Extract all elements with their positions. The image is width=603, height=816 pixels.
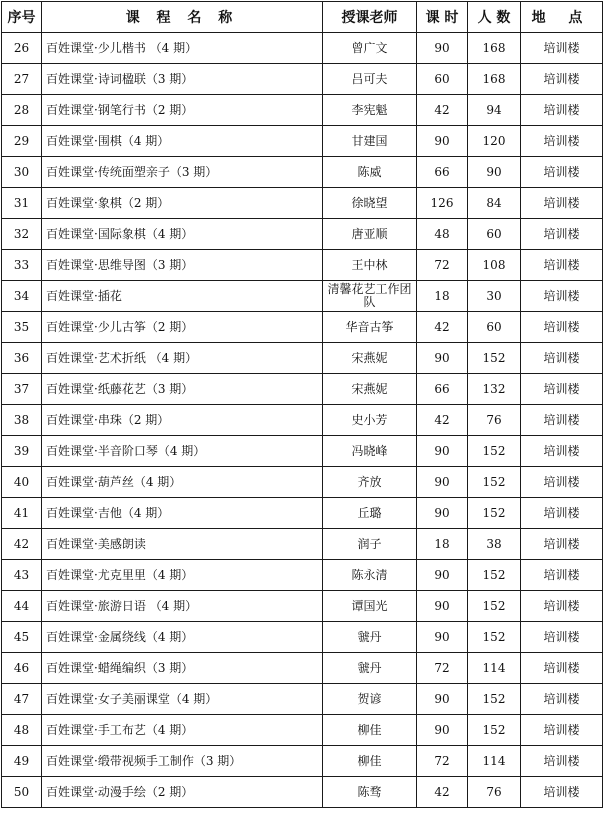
- cell-teacher: 贺谚: [323, 684, 417, 715]
- table-row: [2, 529, 603, 560]
- header-no: 序号: [2, 2, 42, 33]
- cell-place: 培训楼: [521, 591, 603, 622]
- cell-hours: 66: [417, 374, 468, 405]
- cell-course: 百姓课堂·纸藤花艺（3 期）: [42, 374, 323, 405]
- cell-course: 百姓课堂·缎带视频手工制作（3 期）: [42, 746, 323, 777]
- cell-count: 108: [468, 250, 521, 281]
- cell-count: 114: [468, 746, 521, 777]
- table-row: [2, 436, 603, 467]
- cell-hours: 42: [417, 405, 468, 436]
- cell-count: 120: [468, 126, 521, 157]
- table-row: [2, 560, 603, 591]
- cell-count: 152: [468, 715, 521, 746]
- cell-no: 35: [2, 312, 42, 343]
- cell-teacher: 吕可夫: [323, 64, 417, 95]
- cell-course: 百姓课堂·美感朗读: [42, 529, 323, 560]
- cell-place: 培训楼: [521, 405, 603, 436]
- cell-teacher: 润子: [323, 529, 417, 560]
- cell-teacher: 徐晓望: [323, 188, 417, 219]
- table-row: [2, 312, 603, 343]
- cell-hours: 90: [417, 684, 468, 715]
- cell-course: 百姓课堂·诗词楹联（3 期）: [42, 64, 323, 95]
- cell-place: 培训楼: [521, 281, 603, 312]
- cell-hours: 126: [417, 188, 468, 219]
- cell-no: 37: [2, 374, 42, 405]
- cell-no: 49: [2, 746, 42, 777]
- cell-hours: 90: [417, 591, 468, 622]
- cell-count: 114: [468, 653, 521, 684]
- cell-course: 百姓课堂·半音阶口琴（4 期）: [42, 436, 323, 467]
- cell-place: 培训楼: [521, 715, 603, 746]
- cell-no: 36: [2, 343, 42, 374]
- table-row: [2, 374, 603, 405]
- cell-course: 百姓课堂·女子美丽课堂（4 期）: [42, 684, 323, 715]
- table-row: [2, 405, 603, 436]
- cell-teacher: 谭国光: [323, 591, 417, 622]
- cell-teacher: 李宪魁: [323, 95, 417, 126]
- cell-teacher: 丘璐: [323, 498, 417, 529]
- cell-no: 47: [2, 684, 42, 715]
- cell-hours: 60: [417, 64, 468, 95]
- cell-teacher: 华音古筝: [323, 312, 417, 343]
- cell-course: 百姓课堂·象棋（2 期）: [42, 188, 323, 219]
- cell-hours: 90: [417, 715, 468, 746]
- cell-teacher: 清馨花艺工作团队: [323, 281, 417, 312]
- table-row: [2, 653, 603, 684]
- cell-count: 60: [468, 219, 521, 250]
- cell-no: 30: [2, 157, 42, 188]
- table-body: [2, 33, 603, 808]
- cell-course: 百姓课堂·插花: [42, 281, 323, 312]
- cell-count: 152: [468, 467, 521, 498]
- cell-hours: 90: [417, 33, 468, 64]
- cell-place: 培训楼: [521, 467, 603, 498]
- cell-teacher: 王中林: [323, 250, 417, 281]
- cell-hours: 90: [417, 467, 468, 498]
- table-row: [2, 591, 603, 622]
- cell-place: 培训楼: [521, 64, 603, 95]
- cell-hours: 90: [417, 126, 468, 157]
- cell-course: 百姓课堂·国际象棋（4 期）: [42, 219, 323, 250]
- cell-course: 百姓课堂·旅游日语 （4 期）: [42, 591, 323, 622]
- cell-hours: 18: [417, 529, 468, 560]
- cell-place: 培训楼: [521, 622, 603, 653]
- cell-count: 30: [468, 281, 521, 312]
- table-row: [2, 715, 603, 746]
- cell-course: 百姓课堂·传统面塑亲子（3 期）: [42, 157, 323, 188]
- cell-no: 43: [2, 560, 42, 591]
- cell-place: 培训楼: [521, 33, 603, 64]
- cell-course: 百姓课堂·围棋（4 期）: [42, 126, 323, 157]
- cell-place: 培训楼: [521, 560, 603, 591]
- header-place: 地 点: [521, 2, 603, 33]
- cell-teacher: 虢丹: [323, 622, 417, 653]
- cell-teacher: 柳佳: [323, 746, 417, 777]
- cell-teacher: 唐亚顺: [323, 219, 417, 250]
- cell-count: 152: [468, 591, 521, 622]
- table-row: [2, 126, 603, 157]
- cell-hours: 90: [417, 560, 468, 591]
- cell-no: 46: [2, 653, 42, 684]
- cell-count: 152: [468, 343, 521, 374]
- cell-course: 百姓课堂·少儿楷书 （4 期）: [42, 33, 323, 64]
- table-row: [2, 777, 603, 808]
- cell-teacher: 陈威: [323, 157, 417, 188]
- cell-no: 39: [2, 436, 42, 467]
- cell-hours: 90: [417, 343, 468, 374]
- cell-hours: 42: [417, 312, 468, 343]
- cell-count: 76: [468, 405, 521, 436]
- cell-place: 培训楼: [521, 219, 603, 250]
- cell-no: 31: [2, 188, 42, 219]
- cell-course: 百姓课堂·葫芦丝（4 期）: [42, 467, 323, 498]
- cell-teacher: 陈永清: [323, 560, 417, 591]
- cell-teacher: 宋燕妮: [323, 374, 417, 405]
- cell-no: 33: [2, 250, 42, 281]
- cell-course: 百姓课堂·尤克里里（4 期）: [42, 560, 323, 591]
- cell-place: 培训楼: [521, 157, 603, 188]
- table-row: [2, 622, 603, 653]
- cell-no: 48: [2, 715, 42, 746]
- cell-no: 38: [2, 405, 42, 436]
- cell-place: 培训楼: [521, 188, 603, 219]
- cell-course: 百姓课堂·钢笔行书（2 期）: [42, 95, 323, 126]
- cell-teacher: 齐放: [323, 467, 417, 498]
- cell-teacher: 冯晓峰: [323, 436, 417, 467]
- table-row: [2, 64, 603, 95]
- cell-count: 152: [468, 436, 521, 467]
- table-row: [2, 188, 603, 219]
- table-row: [2, 684, 603, 715]
- cell-hours: 72: [417, 653, 468, 684]
- table-header: [2, 2, 603, 33]
- cell-teacher: 曾广文: [323, 33, 417, 64]
- cell-place: 培训楼: [521, 250, 603, 281]
- cell-count: 152: [468, 684, 521, 715]
- cell-teacher: 陈骛: [323, 777, 417, 808]
- cell-hours: 66: [417, 157, 468, 188]
- cell-count: 132: [468, 374, 521, 405]
- table-row: [2, 250, 603, 281]
- cell-place: 培训楼: [521, 746, 603, 777]
- cell-count: 152: [468, 498, 521, 529]
- cell-no: 28: [2, 95, 42, 126]
- cell-course: 百姓课堂·蜡绳编织（3 期）: [42, 653, 323, 684]
- header-hours: 课 时: [417, 2, 468, 33]
- table-row: [2, 281, 603, 312]
- cell-no: 32: [2, 219, 42, 250]
- cell-course: 百姓课堂·动漫手绘（2 期）: [42, 777, 323, 808]
- cell-hours: 90: [417, 498, 468, 529]
- cell-no: 26: [2, 33, 42, 64]
- cell-place: 培训楼: [521, 653, 603, 684]
- cell-hours: 90: [417, 436, 468, 467]
- cell-count: 38: [468, 529, 521, 560]
- cell-place: 培训楼: [521, 374, 603, 405]
- cell-count: 152: [468, 560, 521, 591]
- cell-hours: 18: [417, 281, 468, 312]
- cell-no: 50: [2, 777, 42, 808]
- cell-place: 培训楼: [521, 95, 603, 126]
- cell-no: 40: [2, 467, 42, 498]
- table-row: [2, 343, 603, 374]
- cell-teacher: 史小芳: [323, 405, 417, 436]
- cell-course: 百姓课堂·吉他（4 期）: [42, 498, 323, 529]
- cell-place: 培训楼: [521, 312, 603, 343]
- cell-count: 168: [468, 64, 521, 95]
- header-count: 人 数: [468, 2, 521, 33]
- cell-teacher: 宋燕妮: [323, 343, 417, 374]
- table-row: [2, 467, 603, 498]
- cell-no: 29: [2, 126, 42, 157]
- table-row: [2, 746, 603, 777]
- table-row: [2, 33, 603, 64]
- cell-course: 百姓课堂·艺术折纸 （4 期）: [42, 343, 323, 374]
- cell-count: 60: [468, 312, 521, 343]
- cell-place: 培训楼: [521, 529, 603, 560]
- header-teacher: 授课老师: [323, 2, 417, 33]
- course-table: [1, 1, 603, 808]
- table-row: [2, 498, 603, 529]
- cell-no: 42: [2, 529, 42, 560]
- cell-teacher: 柳佳: [323, 715, 417, 746]
- cell-place: 培训楼: [521, 436, 603, 467]
- cell-place: 培训楼: [521, 498, 603, 529]
- cell-course: 百姓课堂·金属绕线（4 期）: [42, 622, 323, 653]
- cell-hours: 90: [417, 622, 468, 653]
- cell-teacher: 虢丹: [323, 653, 417, 684]
- cell-no: 34: [2, 281, 42, 312]
- cell-count: 168: [468, 33, 521, 64]
- cell-place: 培训楼: [521, 343, 603, 374]
- cell-course: 百姓课堂·手工布艺（4 期）: [42, 715, 323, 746]
- cell-hours: 48: [417, 219, 468, 250]
- cell-count: 76: [468, 777, 521, 808]
- cell-count: 152: [468, 622, 521, 653]
- table-row: [2, 157, 603, 188]
- cell-no: 27: [2, 64, 42, 95]
- cell-place: 培训楼: [521, 684, 603, 715]
- cell-course: 百姓课堂·串珠（2 期）: [42, 405, 323, 436]
- header-row: [2, 2, 603, 33]
- table-row: [2, 95, 603, 126]
- cell-course: 百姓课堂·思维导图（3 期）: [42, 250, 323, 281]
- cell-no: 41: [2, 498, 42, 529]
- cell-place: 培训楼: [521, 126, 603, 157]
- cell-hours: 42: [417, 777, 468, 808]
- header-course: 课 程 名 称: [42, 2, 323, 33]
- cell-count: 84: [468, 188, 521, 219]
- table-row: [2, 219, 603, 250]
- cell-hours: 42: [417, 95, 468, 126]
- cell-place: 培训楼: [521, 777, 603, 808]
- cell-teacher: 甘建国: [323, 126, 417, 157]
- cell-no: 44: [2, 591, 42, 622]
- cell-hours: 72: [417, 250, 468, 281]
- cell-no: 45: [2, 622, 42, 653]
- cell-hours: 72: [417, 746, 468, 777]
- cell-count: 94: [468, 95, 521, 126]
- cell-course: 百姓课堂·少儿古筝（2 期）: [42, 312, 323, 343]
- cell-count: 90: [468, 157, 521, 188]
